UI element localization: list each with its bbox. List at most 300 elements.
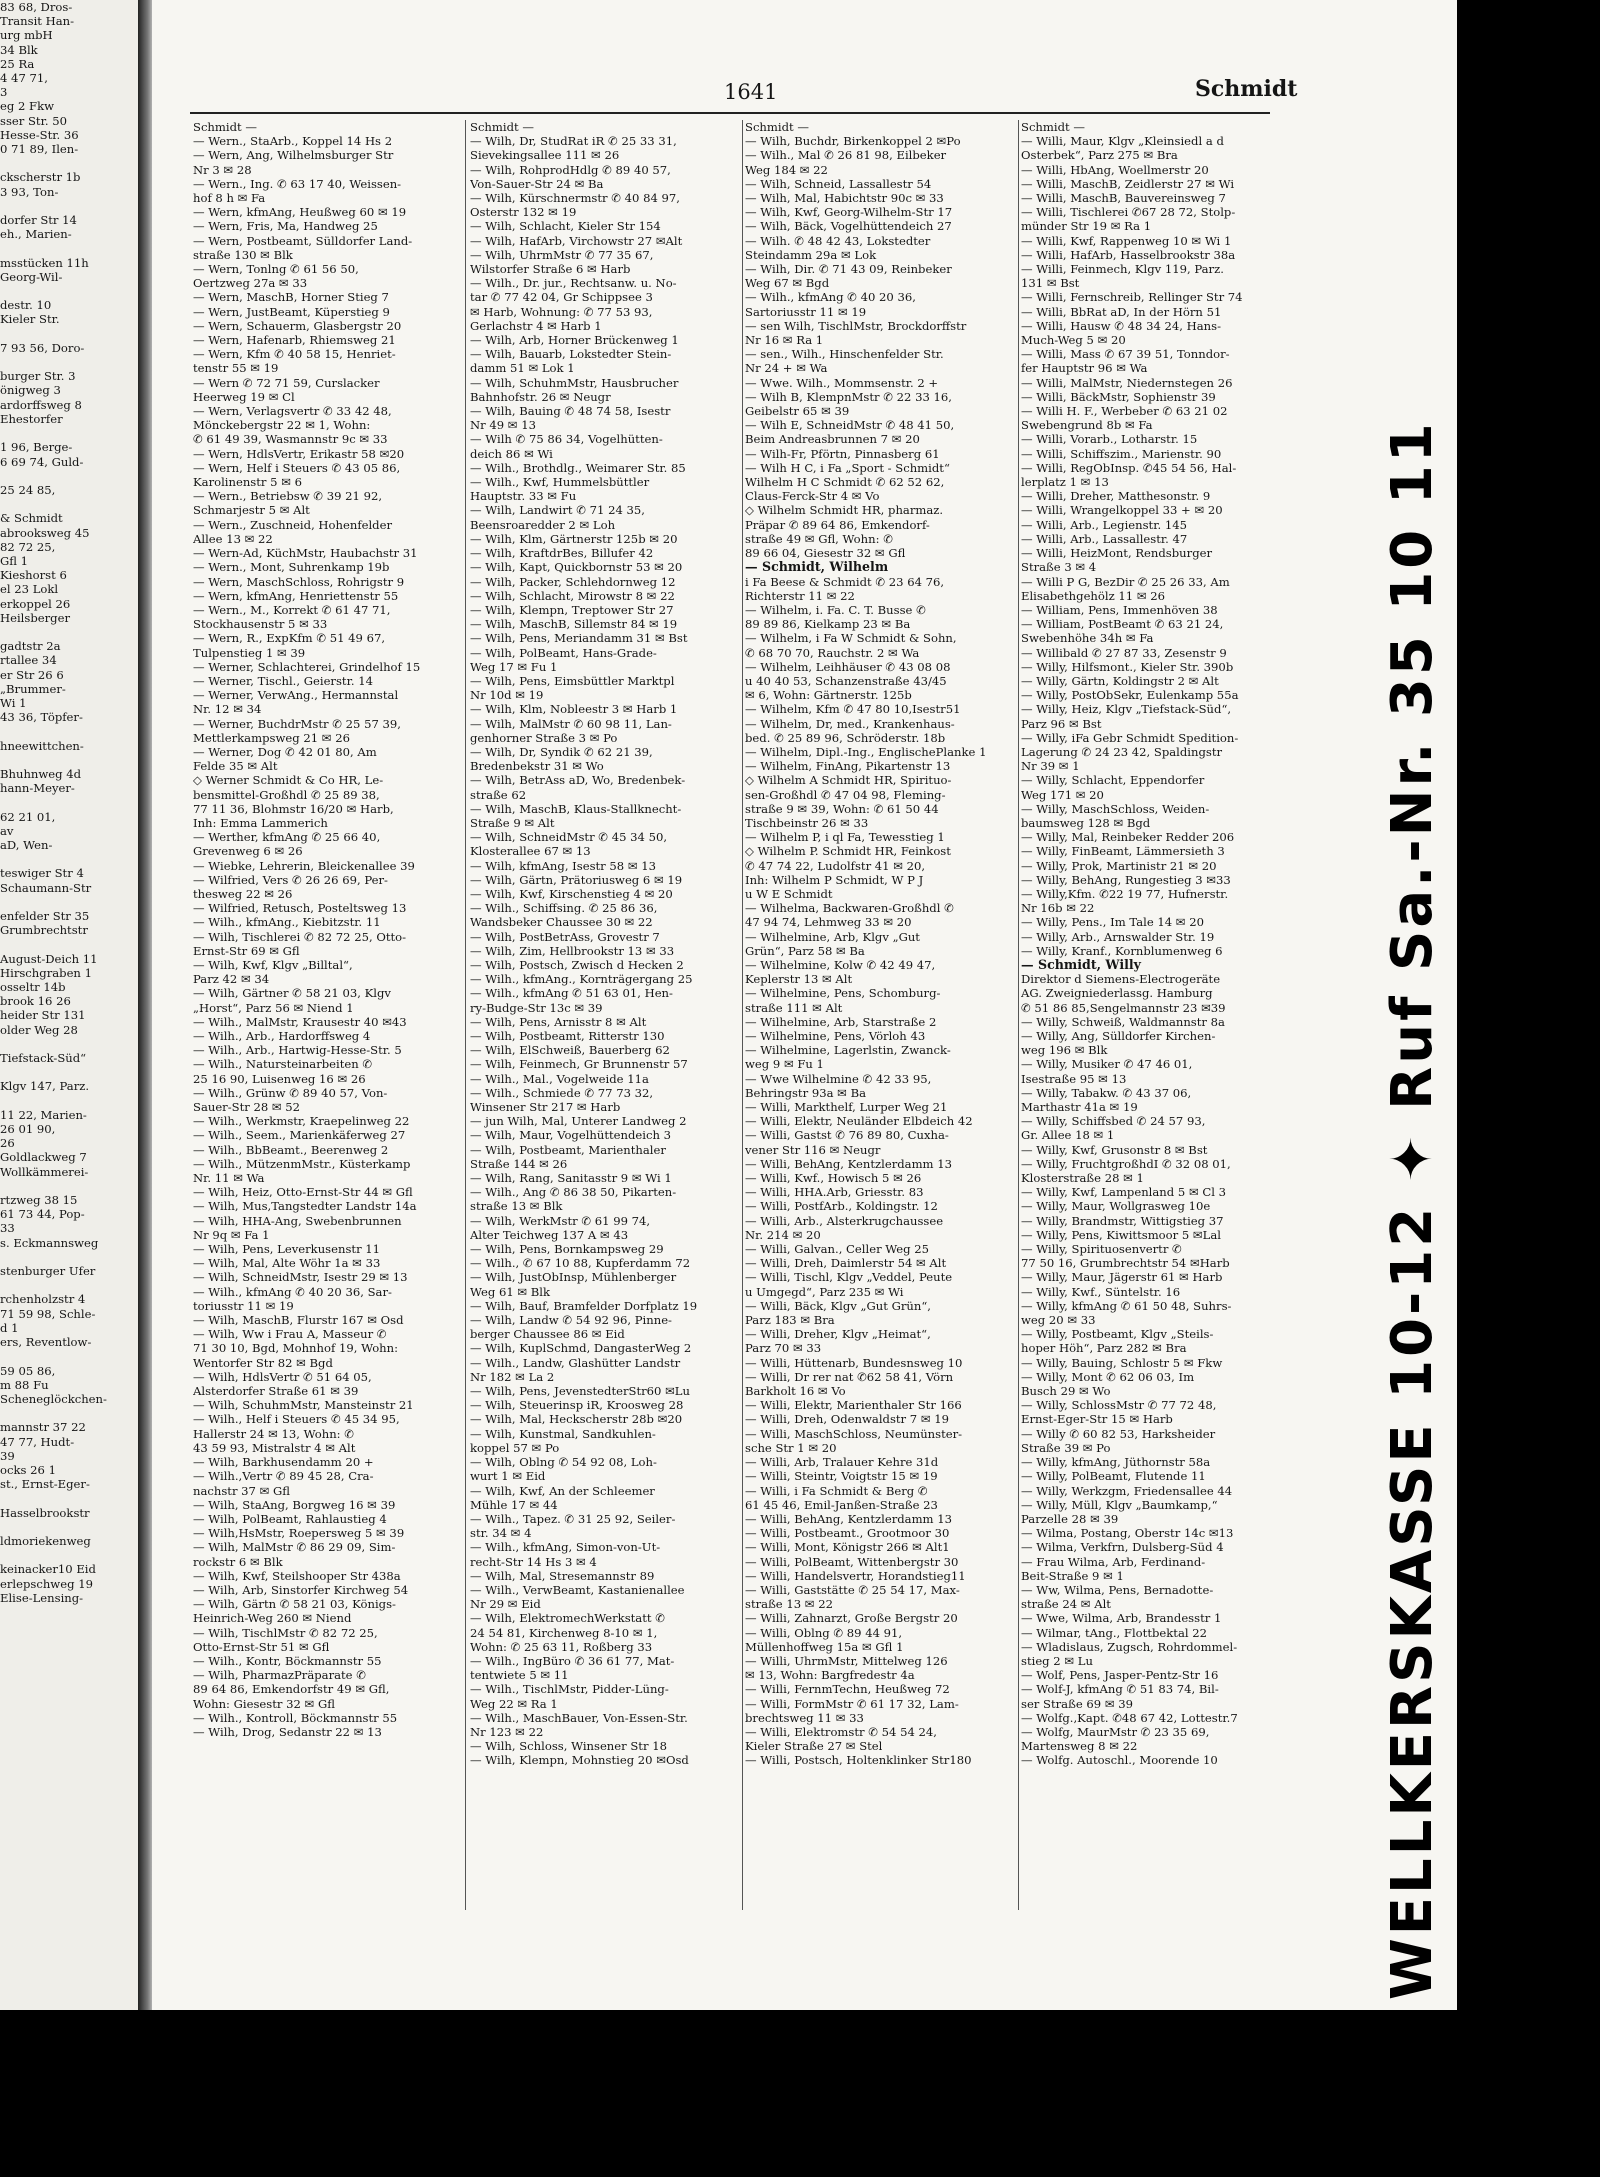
directory-entry-line: Straße 39 ✉ Po <box>1021 1440 1111 1455</box>
directory-entry-line: str. 34 ✉ 4 <box>470 1526 532 1541</box>
directory-entry-line: Bredenbekstr 31 ✉ Wo <box>470 759 604 774</box>
directory-entry-line: u Umgegd“, Parz 235 ✉ Wi <box>745 1284 904 1299</box>
directory-entry-line: Sartoriusstr 11 ✉ 19 <box>745 304 867 319</box>
left-page-fragment: 1 96, Berge- <box>0 440 73 455</box>
running-head: Schmidt <box>1195 76 1298 102</box>
directory-entry-line: 77 11 36, Blohmstr 16/20 ✉ Harb, <box>193 801 394 816</box>
left-page-fragment: 6 69 74, Guld- <box>0 454 84 469</box>
left-page-fragment <box>0 1250 140 1264</box>
directory-entry-line: — Wilh ✆ 75 86 34, Vogelhütten- <box>470 432 663 447</box>
directory-entry-line: Nr 39 ✉ 1 <box>1021 759 1080 774</box>
left-page-fragment: Gfl 1 <box>0 553 29 568</box>
left-page-fragment: Goldlackweg 7 <box>0 1150 87 1165</box>
left-page-fragment: 39 <box>0 1448 15 1463</box>
directory-entry-line: 61 45 46, Emil-Janßen-Straße 23 <box>745 1497 938 1512</box>
directory-entry-line: ✉ Harb, Wohnung: ✆ 77 53 93, <box>470 304 653 319</box>
left-page-fragment: Tiefstack-Süd“ <box>0 1051 87 1066</box>
left-page-fragment <box>0 156 140 170</box>
directory-entry-line: — Wilh, PostBetrAss, Grovestr 7 <box>470 929 660 944</box>
left-page-fragment: Kieler Str. <box>0 312 60 327</box>
directory-entry-line: — Werner, Schlachterei, Grindelhof 15 <box>193 659 421 674</box>
directory-entry-line: — Willy, iFa Gebr Schmidt Spedition- <box>1021 730 1239 745</box>
directory-entry-line: Direktor d Siemens-Electrogeräte <box>1021 972 1221 987</box>
directory-entry-line: — Wilh., Kwf, Hummelsbüttler <box>470 475 650 490</box>
directory-entry-line: Straße 144 ✉ 26 <box>470 1156 568 1171</box>
directory-entry-line: ◇ Wilhelm Schmidt HR, pharmaz. <box>745 503 944 518</box>
directory-entry-line: deich 86 ✉ Wi <box>470 446 553 461</box>
directory-entry-line: — Willi, Mass ✆ 67 39 51, Tonndor- <box>1021 347 1230 362</box>
directory-entry-line: — Wilh., BbBeamt., Beerenweg 2 <box>193 1142 389 1157</box>
left-page-fragment: Klgv 147, Parz. <box>0 1079 90 1094</box>
directory-entry-line: — Willi, Dr rer nat ✆62 58 41, Vörn <box>745 1369 954 1384</box>
directory-entry-line: — Willi, Galvan., Celler Weg 25 <box>745 1242 929 1257</box>
directory-entry-line: — Willi, Dreh, Odenwaldstr 7 ✉ 19 <box>745 1412 950 1427</box>
directory-entry-line: — Willy, Kwf, Grusonstr 8 ✉ Bst <box>1021 1142 1208 1157</box>
left-page-fragment: Elise-Lensing- <box>0 1590 84 1605</box>
directory-entry-line: recht-Str 14 Hs 3 ✉ 4 <box>470 1554 597 1569</box>
left-page-fragment: er Str 26 6 <box>0 667 64 682</box>
directory-entry-line: — Wern., Ing. ✆ 63 17 40, Weissen- <box>193 176 402 191</box>
left-page-fragment: ckscherstr 1b <box>0 170 81 185</box>
left-page-fragment: d 1 <box>0 1320 19 1335</box>
directory-entry-line: Weg 61 ✉ Blk <box>470 1284 551 1299</box>
directory-entry-line: — Willi, Bäck, Klgv „Gut Grün“, <box>745 1298 931 1313</box>
directory-entry-line: — Wilh.,Vertr ✆ 89 45 28, Cra- <box>193 1469 374 1484</box>
directory-entry-line: — Wilh, Zim, Hellbrookstr 13 ✉ 33 <box>470 943 675 958</box>
directory-entry-line: — Willi, Hüttenarb, Bundesnsweg 10 <box>745 1355 963 1370</box>
directory-entry-line: tentwiete 5 ✉ 11 <box>470 1668 569 1683</box>
left-page-fragment: teswiger Str 4 <box>0 866 84 881</box>
directory-entry-line: Martensweg 8 ✉ 22 <box>1021 1739 1138 1754</box>
directory-entry-line: Nr 49 ✉ 13 <box>470 418 536 433</box>
directory-entry-line: — Wilh, Schlacht, Kieler Str 154 <box>470 219 661 234</box>
left-page-fragment: Scheneglöckchen- <box>0 1391 107 1406</box>
directory-entry-line: — Wilh, Mal, Stresemannstr 89 <box>470 1568 655 1583</box>
directory-entry-line: — Willy, Tabakw. ✆ 43 37 06, <box>1021 1085 1192 1100</box>
directory-entry-line: — Wilh., kfmAng ✆ 40 20 36, <box>745 290 916 305</box>
directory-entry-line: — Wilh, SchneidMstr, Isestr 29 ✉ 13 <box>193 1270 408 1285</box>
directory-entry-line: — Willi, Arb., Alsterkrugchaussee <box>745 1213 944 1228</box>
directory-entry-line: — Wolfg, MaurMstr ✆ 23 35 69, <box>1021 1724 1210 1739</box>
left-page-fragment: Hasselbrookstr <box>0 1505 90 1520</box>
directory-entry-line: — Willy, Brandmstr, Wittigstieg 37 <box>1021 1213 1224 1228</box>
left-page-fragment: August-Deich 11 <box>0 951 98 966</box>
left-page-fragment: 3 <box>0 85 8 100</box>
directory-entry-line: — Willy, Maur, Jägerstr 61 ✉ Harb <box>1021 1270 1223 1285</box>
directory-entry-line: 43 59 93, Mistralstr 4 ✉ Alt <box>193 1440 356 1455</box>
directory-entry-line: Behringstr 93a ✉ Ba <box>745 1085 867 1100</box>
directory-entry-line: — Wilh, Kwf, Kirschenstieg 4 ✉ 20 <box>470 886 673 901</box>
directory-entry-line: — Wilh, Pens, Arnisstr 8 ✉ Alt <box>470 1014 647 1029</box>
directory-entry-line: — Willy, Gärtn, Koldingstr 2 ✉ Alt <box>1021 673 1219 688</box>
directory-entry-line: baumsweg 128 ✉ Bgd <box>1021 815 1151 830</box>
directory-entry-line: — Wilh, Kwf, Klgv „Billtal“, <box>193 957 353 972</box>
page-number: 1641 <box>724 80 778 104</box>
left-page-fragment: 43 36, Töpfer- <box>0 710 83 725</box>
left-page-fragment: 71 59 98, Schle- <box>0 1306 96 1321</box>
directory-entry-line: Grün“, Parz 58 ✉ Ba <box>745 943 865 958</box>
left-page-fragment: 4 47 71, <box>0 71 48 86</box>
directory-entry-line: — Wilh, Klm, Nobleestr 3 ✉ Harb 1 <box>470 702 678 717</box>
left-page-fragment: osseltr 14b <box>0 980 66 995</box>
directory-entry-line: 25 16 90, Luisenweg 16 ✉ 26 <box>193 1071 366 1086</box>
left-page-fragment: 26 01 90, <box>0 1122 56 1137</box>
column-2 <box>470 120 740 1920</box>
directory-entry-line: — Willy, Werkzgm, Friedensallee 44 <box>1021 1483 1233 1498</box>
directory-entry-line: — Wern, Kfm ✆ 40 58 15, Henriet- <box>193 347 396 362</box>
directory-entry-line: Alter Teichweg 137 A ✉ 43 <box>470 1227 629 1242</box>
left-page-fragment: Schaumann-Str <box>0 880 92 895</box>
directory-entry-line: ser Straße 69 ✉ 39 <box>1021 1696 1133 1711</box>
directory-entry-line: — Wilh, Heiz, Otto-Ernst-Str 44 ✉ Gfl <box>193 1185 413 1200</box>
directory-entry-line: — Wilhelmine, Arb, Starstraße 2 <box>745 1014 937 1029</box>
advertising-stamp <box>1378 200 1448 2000</box>
directory-entry-line: ✉ 13, Wohn: Bargfredestr 4a <box>745 1668 915 1683</box>
directory-entry-line: — Wilh, UhrmMstr ✆ 77 35 67, <box>470 247 654 262</box>
left-page-fragment <box>0 1179 140 1193</box>
directory-entry-line: — Willy, FinBeamt, Lämmersieth 3 <box>1021 844 1225 859</box>
directory-entry-line: — Wilh., kfmAng., Kiebitzstr. 11 <box>193 915 381 930</box>
directory-entry-line: — Wilh, Drog, Sedanstr 22 ✉ 13 <box>193 1724 382 1739</box>
directory-entry-line: — Wilh, Arb, Sinstorfer Kirchweg 54 <box>193 1582 409 1597</box>
directory-entry-line: — Wilh, StaAng, Borgweg 16 ✉ 39 <box>193 1497 396 1512</box>
directory-entry-line: — Willi, PolBeamt, Wittenbergstr 30 <box>745 1554 959 1569</box>
directory-entry-line: — Willy, Schlacht, Eppendorfer <box>1021 773 1205 788</box>
directory-entry-line: — Wern, HdlsVertr, Erikastr 58 ✉20 <box>193 446 405 461</box>
directory-entry-line: ✆ 68 70 70, Rauchstr. 2 ✉ Wa <box>745 645 920 660</box>
directory-entry-line: Müllenhoffweg 15a ✉ Gfl 1 <box>745 1639 904 1654</box>
directory-entry-line: — Wilfried, Vers ✆ 26 26 69, Per- <box>193 872 388 887</box>
directory-entry-line: — Wilh, Tischlerei ✆ 82 72 25, Otto- <box>193 929 407 944</box>
directory-entry-line: — Willi, Postsch, Holtenklinker Str180 <box>745 1753 972 1768</box>
directory-entry-line: u W E Schmidt <box>745 886 833 901</box>
directory-entry-line: Otto-Ernst-Str 51 ✉ Gfl <box>193 1639 330 1654</box>
directory-entry-line: — Willy, Kwf, Lampenland 5 ✉ Cl 3 <box>1021 1185 1226 1200</box>
directory-entry-line: Tulpenstieg 1 ✉ 39 <box>193 645 306 660</box>
directory-entry-line: — Wern, Verlagsvertr ✆ 33 42 48, <box>193 404 392 419</box>
left-page-fragment: erkoppel 26 <box>0 596 71 611</box>
directory-entry-line: Keplerstr 13 ✉ Alt <box>745 972 853 987</box>
directory-entry-line: — Wilh., Kontr, Böckmannstr 55 <box>193 1653 382 1668</box>
left-page-fragment: 62 21 01, <box>0 809 56 824</box>
directory-entry-line: Heerweg 19 ✉ Cl <box>193 389 295 404</box>
directory-entry-line: — Wilfried, Retusch, Posteltsweg 13 <box>193 901 407 916</box>
directory-entry-line: — Wilh, ElektromechWerkstatt ✆ <box>470 1611 665 1626</box>
directory-entry-line: — Wilh B, KlempnMstr ✆ 22 33 16, <box>745 389 952 404</box>
directory-entry-line: ry-Budge-Str 13c ✉ 39 <box>470 1000 603 1015</box>
directory-entry-line: — Werther, kfmAng ✆ 25 66 40, <box>193 830 381 845</box>
directory-entry-line: — Wilhelmine, Pens, Vörloh 43 <box>745 1029 926 1043</box>
directory-entry-line: Parz 183 ✉ Bra <box>745 1313 835 1328</box>
left-page-fragment: brook 16 26 <box>0 994 71 1009</box>
left-page-fragment: & Schmidt <box>0 511 63 526</box>
directory-entry-line: Nr 24 + ✉ Wa <box>745 361 828 376</box>
directory-entry-line: brechtsweg 11 ✉ 33 <box>745 1710 864 1725</box>
directory-entry-line: — Wilh, Gärtner ✆ 58 21 03, Klgv <box>193 986 391 1001</box>
directory-entry-line: — Wilh, Steuerinsp iR, Kroosweg 28 <box>470 1398 684 1413</box>
directory-entry-line: — Wilh, WerkMstr ✆ 61 99 74, <box>470 1213 651 1228</box>
directory-entry-line: stieg 2 ✉ Lu <box>1021 1653 1093 1668</box>
directory-entry-line: — Wern, Schauerm, Glasbergstr 20 <box>193 318 402 333</box>
directory-entry-line: — Willy, kfmAng ✆ 61 50 48, Suhrs- <box>1021 1298 1232 1313</box>
directory-entry-line: — Willi, Vorarb., Lotharstr. 15 <box>1021 432 1198 447</box>
directory-entry-line: — Wilh., Seem., Marienkäferweg 27 <box>193 1128 406 1143</box>
directory-entry-line: — Wilh, Bauarb, Lokstedter Stein- <box>470 347 672 362</box>
directory-entry-line: — Wilh, Maur, Vogelhüttendeich 3 <box>470 1128 672 1143</box>
directory-entry-line: — Werner, Dog ✆ 42 01 80, Am <box>193 744 377 759</box>
directory-entry-line: — Willi, PostfArb., Koldingstr. 12 <box>745 1199 938 1214</box>
directory-entry-line: Inh: Emma Lammerich <box>193 815 328 830</box>
directory-entry-line: — Wolf, Pens, Jasper-Pentz-Str 16 <box>1021 1668 1219 1683</box>
left-page-fragment: ers, Reventlow- <box>0 1335 92 1350</box>
directory-entry-line: hoper Höh“, Parz 282 ✉ Bra <box>1021 1341 1187 1356</box>
directory-entry-line: — Wilmar, tAng., Flottbektal 22 <box>1021 1625 1208 1640</box>
directory-entry-line: — Wern., Mont, Suhrenkamp 19b <box>193 560 390 575</box>
left-page-fragment: önigweg 3 <box>0 383 61 398</box>
left-page-fragment: abrooksweg 45 <box>0 525 90 540</box>
directory-entry-line: — Willi, Postbeamt., Grootmoor 30 <box>745 1526 950 1541</box>
directory-entry-line: — Willy, Ang, Sülldorfer Kirchen- <box>1021 1029 1216 1043</box>
directory-entry-line: 47 94 74, Lehmweg 33 ✉ 20 <box>745 915 912 930</box>
directory-entry-line: — Wern, kfmAng, Heußweg 60 ✉ 19 <box>193 205 407 220</box>
directory-entry-line: — Wilh, Bäck, Vogelhüttendeich 27 <box>745 219 952 234</box>
directory-entry-line: sen-Großhdl ✆ 47 04 98, Fleming- <box>745 787 946 802</box>
directory-entry-line: — Wilh., Arb., Hartwig-Hesse-Str. 5 <box>193 1043 402 1058</box>
column-3 <box>745 120 1015 1920</box>
directory-entry-line: thesweg 22 ✉ 26 <box>193 886 293 901</box>
directory-entry-line: berger Chaussee 86 ✉ Eid <box>470 1327 625 1342</box>
directory-entry-line: nachstr 37 ✉ Gfl <box>193 1483 291 1498</box>
directory-entry-line: Ernst-Str 69 ✉ Gfl <box>193 943 300 958</box>
column-divider <box>742 120 743 1910</box>
directory-entry-line: — Willi, Maur, Klgv „Kleinsiedl a d <box>1021 134 1224 149</box>
directory-entry-line: fer Hauptstr 96 ✉ Wa <box>1021 361 1148 376</box>
directory-entry-line: — Wilh., MaschBauer, Von-Essen-Str. <box>470 1710 688 1725</box>
directory-entry-line: Beensroaredder 2 ✉ Loh <box>470 517 616 532</box>
directory-entry-line: — Wilh., kfmAng ✆ 51 63 01, Hen- <box>470 986 673 1001</box>
left-page-fragment: msstücken 11h <box>0 255 89 270</box>
directory-entry-line: — Willy, Mont ✆ 62 06 03, Im <box>1021 1369 1195 1384</box>
directory-entry-line: Weg 184 ✉ 22 <box>745 162 828 177</box>
directory-entry-line: — Willi, Handelsvertr, Horandstieg11 <box>745 1568 966 1583</box>
directory-entry-line: — Wilh., Kontroll, Böckmannstr 55 <box>193 1710 398 1725</box>
directory-entry-line: — Wilh., kfmAng ✆ 40 20 36, Sar- <box>193 1284 392 1299</box>
directory-entry-line: — Wilh, Barkhusendamm 20 + <box>193 1455 374 1470</box>
directory-entry-line: Karolinenstr 5 ✉ 6 <box>193 475 302 490</box>
directory-entry-line: Nr 16 ✉ Ra 1 <box>745 333 824 348</box>
left-page-fragment <box>0 241 140 255</box>
left-page-fragment: rtallee 34 <box>0 653 57 668</box>
directory-entry-line: — Wern, MaschSchloss, Rohrigstr 9 <box>193 574 405 589</box>
directory-entry-line: — Willi, Kwf., Howisch 5 ✉ 26 <box>745 1171 922 1186</box>
directory-entry-line: Mönckebergstr 22 ✉ 1, Wohn: <box>193 418 371 433</box>
directory-entry-line: — Willi, UhrmMstr, Mittelweg 126 <box>745 1653 948 1668</box>
directory-entry-line: — Wilh, PolBeamt, Hans-Grade- <box>470 645 657 660</box>
directory-entry-line: — Willi, RegObInsp. ✆45 54 56, Hal- <box>1021 460 1237 475</box>
directory-entry-line: — Wwe, Wilma, Arb, Brandesstr 1 <box>1021 1611 1222 1626</box>
directory-entry-line: Klosterallee 67 ✉ 13 <box>470 844 591 859</box>
directory-entry-line: — Wilh, Klempn, Mohnstieg 20 ✉Osd <box>470 1753 689 1768</box>
directory-entry-line: — Wilh., Schiffsing. ✆ 25 86 36, <box>470 901 658 916</box>
directory-entry-line: — Wern ✆ 72 71 59, Curslacker <box>193 375 380 390</box>
directory-entry-line: — Wilma, Postang, Oberstr 14c ✉13 <box>1021 1526 1234 1541</box>
directory-entry-line: — Wwe. Wilh., Mommsenstr. 2 + <box>745 375 939 390</box>
directory-entry-line: ✆ 47 74 22, Ludolfstr 41 ✉ 20, <box>745 858 926 873</box>
directory-entry-line: — sen Wilh, TischlMstr, Brockdorffstr <box>745 318 967 333</box>
directory-entry-line: — Wern, Ang, Wilhelmsburger Str <box>193 148 394 163</box>
left-page-edge <box>0 0 140 2010</box>
directory-entry-line: — Wilh, Pens, Meriandamm 31 ✉ Bst <box>470 631 688 646</box>
directory-entry-line: — Willy, BehAng, Rungestieg 3 ✉33 <box>1021 872 1231 887</box>
directory-entry-line: Richterstr 11 ✉ 22 <box>745 588 855 603</box>
directory-entry-line: bed. ✆ 25 89 96, Schröderstr. 18b <box>745 730 946 745</box>
left-page-fragment: hneewittchen- <box>0 738 84 753</box>
directory-entry-line: — Wilh E, SchneidMstr ✆ 48 41 50, <box>745 418 955 433</box>
directory-entry-line: bensmittel-Großhdl ✆ 25 89 38, <box>193 787 380 802</box>
directory-entry-line: — Willi, Elektr, Marienthaler Str 166 <box>745 1398 962 1413</box>
directory-entry-line: Allee 13 ✉ 22 <box>193 531 273 546</box>
directory-entry-line: — Willi P G, BezDir ✆ 25 26 33, Am <box>1021 574 1230 589</box>
directory-entry-line: — Wilh, MaschB, Klaus-Stallknecht- <box>470 801 682 816</box>
directory-entry-line: — Wilh., ✆ 67 10 88, Kupferdamm 72 <box>470 1256 691 1271</box>
directory-entry-line: — Wilh, Bauf, Bramfelder Dorfplatz 19 <box>470 1298 698 1313</box>
directory-entry-line: Ernst-Eger-Str 15 ✉ Harb <box>1021 1412 1173 1427</box>
directory-entry-line: Beit-Straße 9 ✉ 1 <box>1021 1568 1124 1583</box>
directory-entry-line: Busch 29 ✉ Wo <box>1021 1384 1111 1399</box>
directory-entry-line: — Willy, Prok, Martinistr 21 ✉ 20 <box>1021 858 1217 873</box>
directory-entry-line: — Wern, Tonlng ✆ 61 56 50, <box>193 262 359 277</box>
directory-entry-line: — Wilh., Helf i Steuers ✆ 45 34 95, <box>193 1412 400 1427</box>
directory-entry-line: — Willi, HbAng, Woellmerstr 20 <box>1021 162 1209 177</box>
header-rule <box>190 112 1270 114</box>
directory-entry-line: Straße 9 ✉ Alt <box>470 815 555 830</box>
directory-entry-line: Nr 29 ✉ Eid <box>470 1597 541 1612</box>
left-page-fragment <box>0 852 140 866</box>
directory-entry-line: Wohn: Giesestr 32 ✉ Gfl <box>193 1696 335 1711</box>
directory-entry-line: — Willi, Arb., Legienstr. 145 <box>1021 517 1187 532</box>
directory-entry-line: — Wilh, Schlacht, Mirowstr 8 ✉ 22 <box>470 588 675 603</box>
directory-entry-line: Mühle 17 ✉ 44 <box>470 1497 558 1512</box>
left-page-fragment <box>0 1094 140 1108</box>
directory-entry-line: Beim Andreasbrunnen 7 ✉ 20 <box>745 432 920 447</box>
directory-entry-line: — Wern, Postbeamt, Sülldorfer Land- <box>193 233 413 248</box>
directory-entry-line: Elisabethgehölz 11 ✉ 26 <box>1021 588 1165 603</box>
directory-entry-line: Schmidt — <box>745 120 809 134</box>
directory-entry-line: — Wilhelm P, i ql Fa, Tewesstieg 1 <box>745 830 945 845</box>
directory-entry-line: — Wilh, MaschB, Flurstr 167 ✉ Osd <box>193 1313 404 1328</box>
left-page-fragment <box>0 795 140 809</box>
left-page-fragment: dorfer Str 14 <box>0 213 77 228</box>
directory-entry-line: Steindamm 29a ✉ Lok <box>745 247 877 262</box>
directory-entry-line: — Wilh, Pens, Eimsbüttler Marktpl <box>470 673 675 688</box>
directory-entry-line: Grevenweg 6 ✉ 26 <box>193 844 303 859</box>
left-page-fragment: 0 71 89, Ilen- <box>0 142 79 157</box>
left-page-fragment: 26 <box>0 1136 15 1151</box>
directory-entry-line: münder Str 19 ✉ Ra 1 <box>1021 219 1152 234</box>
directory-entry-line: — Wern., StaArb., Koppel 14 Hs 2 <box>193 134 393 149</box>
directory-entry-line: — Wilh, Pens, Leverkusenstr 11 <box>193 1242 381 1257</box>
directory-entry-line: — Wilh H C, i Fa „Sport - Schmidt“ <box>745 460 950 475</box>
directory-entry-line: Klosterstraße 28 ✉ 1 <box>1021 1171 1144 1186</box>
directory-entry-line: — Willi, BbRat aD, In der Hörn 51 <box>1021 304 1222 319</box>
directory-entry-line: straße 13 ✉ Blk <box>470 1199 563 1214</box>
directory-entry-line: — Willi, Kwf, Rappenweg 10 ✉ Wi 1 <box>1021 233 1232 248</box>
directory-entry-line: — Willy, Heiz, Klgv „Tiefstack-Süd“, <box>1021 702 1232 717</box>
directory-entry-line: — Willi, BehAng, Kentzlerdamm 13 <box>745 1511 952 1526</box>
directory-entry-line: — Willy, SchlossMstr ✆ 77 72 48, <box>1021 1398 1217 1413</box>
directory-entry-line: weg 196 ✉ Blk <box>1021 1043 1108 1058</box>
directory-entry-line: — Wilh, TischlMstr ✆ 82 72 25, <box>193 1625 378 1640</box>
directory-entry-line: — Willi, Schiffszim., Marienstr. 90 <box>1021 446 1222 461</box>
directory-entry-line: tenstr 55 ✉ 19 <box>193 361 279 376</box>
directory-entry-line: — Willi, Dreher, Matthesonstr. 9 <box>1021 489 1211 504</box>
left-page-fragment <box>0 355 140 369</box>
directory-entry-line: — Wilh, Kwf, An der Schleemer <box>470 1483 655 1498</box>
left-page-fragment: 25 24 85, <box>0 482 56 497</box>
left-page-fragment: burger Str. 3 <box>0 369 76 384</box>
directory-entry-line: — Wilh, Mal, Habichtstr 90c ✉ 33 <box>745 191 944 206</box>
directory-entry-line: — Wern., M., Korrekt ✆ 61 47 71, <box>193 602 391 617</box>
directory-entry-line: — Wilh, Dr, StudRat iR ✆ 25 33 31, <box>470 134 677 149</box>
directory-entry-line: Präpar ✆ 89 64 86, Emkendorf- <box>745 517 930 532</box>
directory-entry-line: — Wilh., Mal ✆ 26 81 98, Eilbeker <box>745 148 947 163</box>
directory-entry-line: — Wilh, MalMstr ✆ 86 29 09, Sim- <box>193 1540 396 1555</box>
directory-entry-line: — Wilh, Dir. ✆ 71 43 09, Reinbeker <box>745 262 952 277</box>
directory-entry-line: — Wilh, Pens, Bornkampsweg 29 <box>470 1242 664 1257</box>
directory-entry-line: — Wilh, HafArb, Virchowstr 27 ✉Alt <box>470 233 683 248</box>
directory-entry-line: — Wilh., Dr. jur., Rechtsanw. u. No- <box>470 276 677 291</box>
left-page-fragment: 82 72 25, <box>0 539 56 554</box>
directory-entry-line: — Wilh., TischlMstr, Pidder-Lüng- <box>470 1682 669 1697</box>
directory-entry-line: 89 64 86, Emkendorfstr 49 ✉ Gfl, <box>193 1682 390 1697</box>
directory-entry-line: — Wilh, Kapt, Quickbornstr 53 ✉ 20 <box>470 560 683 575</box>
directory-entry-line: — Willy, Spirituosenvertr ✆ <box>1021 1242 1182 1257</box>
directory-entry-line: — Wern., Zuschneid, Hohenfelder <box>193 517 393 532</box>
left-page-fragment <box>0 199 140 213</box>
directory-entry-line: straße 13 ✉ 22 <box>745 1597 833 1612</box>
directory-entry-line: — Wilh, Pens, JevenstedterStr60 ✉Lu <box>470 1384 690 1399</box>
directory-entry-line: 24 54 81, Kirchenweg 8-10 ✉ 1, <box>470 1625 658 1640</box>
directory-entry-line: — Wilh., IngBüro ✆ 36 61 77, Mat- <box>470 1653 675 1668</box>
directory-entry-line: — Wilh-Fr, Pförtn, Pinnasberg 61 <box>745 446 940 461</box>
left-page-fragment <box>0 497 140 511</box>
directory-entry-line: — Wilh, PolBeamt, Rahlaustieg 4 <box>193 1511 387 1526</box>
left-page-fragment <box>0 724 140 738</box>
directory-entry-line: Swebengrund 8b ✉ Fa <box>1021 418 1153 433</box>
directory-entry-line: Nr 9q ✉ Fa 1 <box>193 1227 270 1242</box>
directory-entry-line: ◇ Werner Schmidt & Co HR, Le- <box>193 773 384 788</box>
directory-entry-line: — Willy, Arb., Arnswalder Str. 19 <box>1021 929 1215 944</box>
left-page-fragment <box>0 1278 140 1292</box>
directory-entry-line: — Wilh., MützenmMstr., Küsterkamp <box>193 1156 411 1171</box>
directory-entry-line: — Wilma, Verkfrn, Dulsberg-Süd 4 <box>1021 1540 1224 1555</box>
left-page-fragment: Transit Han- <box>0 14 75 29</box>
directory-entry-line: — Wilh., Ang ✆ 86 38 50, Pikarten- <box>470 1185 677 1200</box>
directory-entry-line: Tischbeinstr 26 ✉ 33 <box>745 815 869 830</box>
directory-entry-line: Wohn: ✆ 25 63 11, Roßberg 33 <box>470 1639 653 1654</box>
directory-entry-line: — Wilh, SchuhmMstr, Mansteinstr 21 <box>193 1398 414 1413</box>
directory-entry-line: Bahnhofstr. 26 ✉ Neugr <box>470 389 611 404</box>
directory-entry-line: — Wern, JustBeamt, Küperstieg 9 <box>193 304 390 319</box>
stamp-text: WELLKERSKASSE 10-12 ✦ Ruf Sa.-Nr. 35 10 11 <box>1380 420 1445 2000</box>
left-page-fragment: s. Eckmannsweg <box>0 1235 99 1250</box>
directory-entry-line: — Wilh, Ww i Frau A, Masseur ✆ <box>193 1327 387 1342</box>
directory-entry-line: — Wilh, HdlsVertr ✆ 51 64 05, <box>193 1369 372 1384</box>
directory-entry-line: „Horst“, Parz 56 ✉ Niend 1 <box>193 1000 354 1015</box>
directory-entry-line: tar ✆ 77 42 04, Gr Schippsee 3 <box>470 290 653 305</box>
directory-entry-line: — Willi, HeizMont, Rendsburger <box>1021 546 1213 561</box>
directory-entry-line: straße 9 ✉ 39, Wohn: ✆ 61 50 44 <box>745 801 939 816</box>
